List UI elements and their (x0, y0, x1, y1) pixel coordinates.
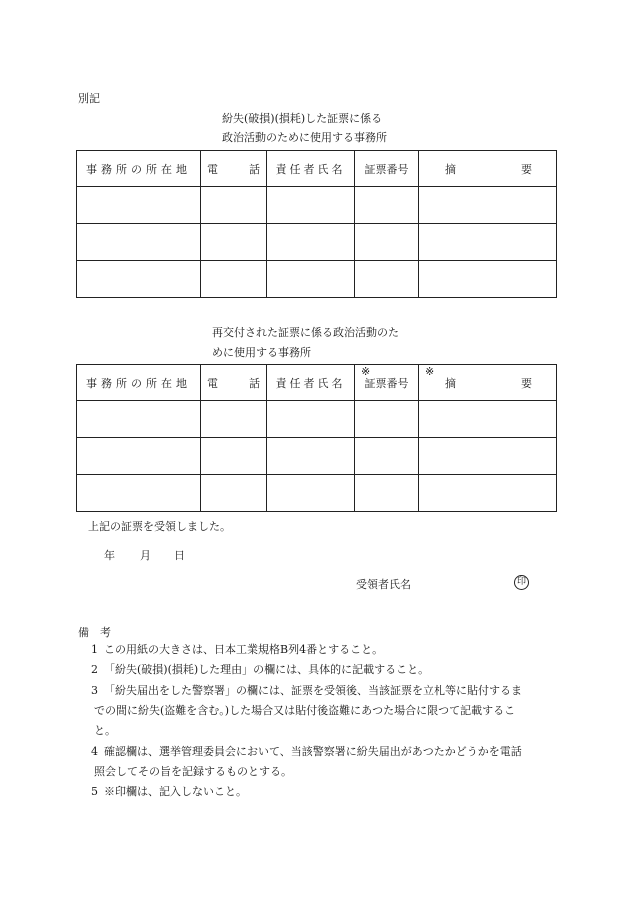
cell-responsible[interactable] (267, 401, 355, 438)
annex-label: 別記 (78, 92, 100, 105)
header-phone (201, 151, 267, 187)
table-row (77, 438, 557, 475)
cell-cert-no[interactable] (355, 187, 419, 224)
cell-memo[interactable] (419, 261, 557, 298)
cell-phone[interactable] (201, 475, 267, 512)
table-row (77, 475, 557, 512)
note-text: この用紙の大きさは、日本工業規格B列4番とすること。 (104, 643, 384, 656)
note-text-line1: 「紛失届出をした警察署」の欄には、証票を受領後、当該証票を立札等に貼付するま (104, 684, 522, 697)
table2-title-line1: 再交付された証票に係る政治活動のた (212, 326, 399, 339)
receipt-text: 上記の証票を受領しました。 (88, 520, 231, 533)
header-cert-no: 証票番号 (355, 151, 419, 187)
note-text-line3: と。 (94, 724, 116, 737)
cell-responsible[interactable] (267, 475, 355, 512)
note-item-4 (76, 742, 560, 782)
table1-title-line1: 紛失(破損)(損耗)した証票に係る (222, 112, 383, 125)
note-text: ※印欄は、記入しないこと。 (104, 785, 247, 798)
cell-cert-no[interactable] (355, 438, 419, 475)
recipient-name-label: 受領者氏名 (356, 578, 411, 591)
header-responsible: 責任者氏名 (267, 365, 355, 401)
cell-responsible[interactable] (267, 438, 355, 475)
header-memo-char2: 要 (521, 162, 532, 176)
cell-cert-no[interactable] (355, 401, 419, 438)
notes-heading: 備 考 (78, 626, 111, 639)
table-row (77, 401, 557, 438)
header-phone (201, 365, 267, 401)
header-responsible: 責任者氏名 (267, 151, 355, 187)
table-row (77, 224, 557, 261)
note-number: 5 (91, 785, 98, 798)
reference-mark: ※ (425, 365, 435, 378)
note-text-line2: 照会してその旨を記録するものとする。 (94, 765, 292, 778)
header-phone-char1: 電 (207, 162, 218, 176)
cell-cert-no[interactable] (355, 475, 419, 512)
note-text-line2: での間に紛失(盗難を含む。)した場合又は貼付後盗難にあつた場合に限つて記載するこ (94, 704, 516, 717)
note-item-3 (76, 681, 560, 741)
note-number: 3 (91, 684, 98, 697)
table-row (77, 187, 557, 224)
note-item-5 (76, 782, 560, 802)
reissued-certificate-table (76, 364, 557, 512)
note-number: 4 (91, 745, 98, 758)
table-header-row (77, 365, 557, 401)
header-cert-no-label: 証票番号 (364, 376, 409, 390)
header-memo-char1: 摘 (445, 162, 456, 176)
header-phone-char2: 話 (249, 376, 260, 390)
header-phone-char2: 話 (249, 162, 260, 176)
lost-certificate-table (76, 150, 557, 298)
header-phone-char1: 電 (207, 376, 218, 390)
cell-cert-no[interactable] (355, 224, 419, 261)
header-address: 事務所の所在地 (77, 365, 201, 401)
note-number: 1 (91, 643, 98, 656)
cell-phone[interactable] (201, 224, 267, 261)
seal-field[interactable] (514, 574, 529, 590)
cell-address[interactable] (77, 401, 201, 438)
table1-title-line2: 政治活動のために使用する事務所 (222, 131, 387, 144)
cell-responsible[interactable] (267, 187, 355, 224)
cell-address[interactable] (77, 224, 201, 261)
cell-memo[interactable] (419, 438, 557, 475)
note-number: 2 (91, 663, 98, 676)
cell-address[interactable] (77, 187, 201, 224)
header-address: 事務所の所在地 (77, 151, 201, 187)
date-year-label: 年 (104, 549, 115, 562)
note-item-1 (76, 640, 560, 660)
note-text: 「紛失(破損)(損耗)した理由」の欄には、具体的に記載すること。 (104, 663, 430, 676)
table2-title-line2: めに使用する事務所 (212, 346, 311, 359)
cell-phone[interactable] (201, 401, 267, 438)
cell-address[interactable] (77, 438, 201, 475)
cell-cert-no[interactable] (355, 261, 419, 298)
cell-memo[interactable] (419, 475, 557, 512)
note-text-line1: 確認欄は、選挙管理委員会において、当該警察署に紛失届出があつたかどうかを電話 (104, 745, 522, 758)
seal-mark-icon: 印 (514, 575, 529, 590)
cell-memo[interactable] (419, 401, 557, 438)
table-row (77, 261, 557, 298)
header-cert-no (355, 365, 419, 401)
reference-mark: ※ (361, 365, 371, 378)
header-memo (419, 151, 557, 187)
cell-address[interactable] (77, 475, 201, 512)
date-day-label: 日 (174, 549, 185, 562)
cell-memo[interactable] (419, 224, 557, 261)
header-memo (419, 365, 557, 401)
date-month-label: 月 (140, 549, 151, 562)
cell-phone[interactable] (201, 261, 267, 298)
note-item-2 (76, 660, 560, 680)
table-header-row (77, 151, 557, 187)
header-memo-char2: 要 (521, 376, 532, 390)
cell-phone[interactable] (201, 438, 267, 475)
header-memo-char1: 摘 (445, 376, 456, 390)
cell-memo[interactable] (419, 187, 557, 224)
cell-responsible[interactable] (267, 224, 355, 261)
cell-phone[interactable] (201, 187, 267, 224)
cell-address[interactable] (77, 261, 201, 298)
cell-responsible[interactable] (267, 261, 355, 298)
